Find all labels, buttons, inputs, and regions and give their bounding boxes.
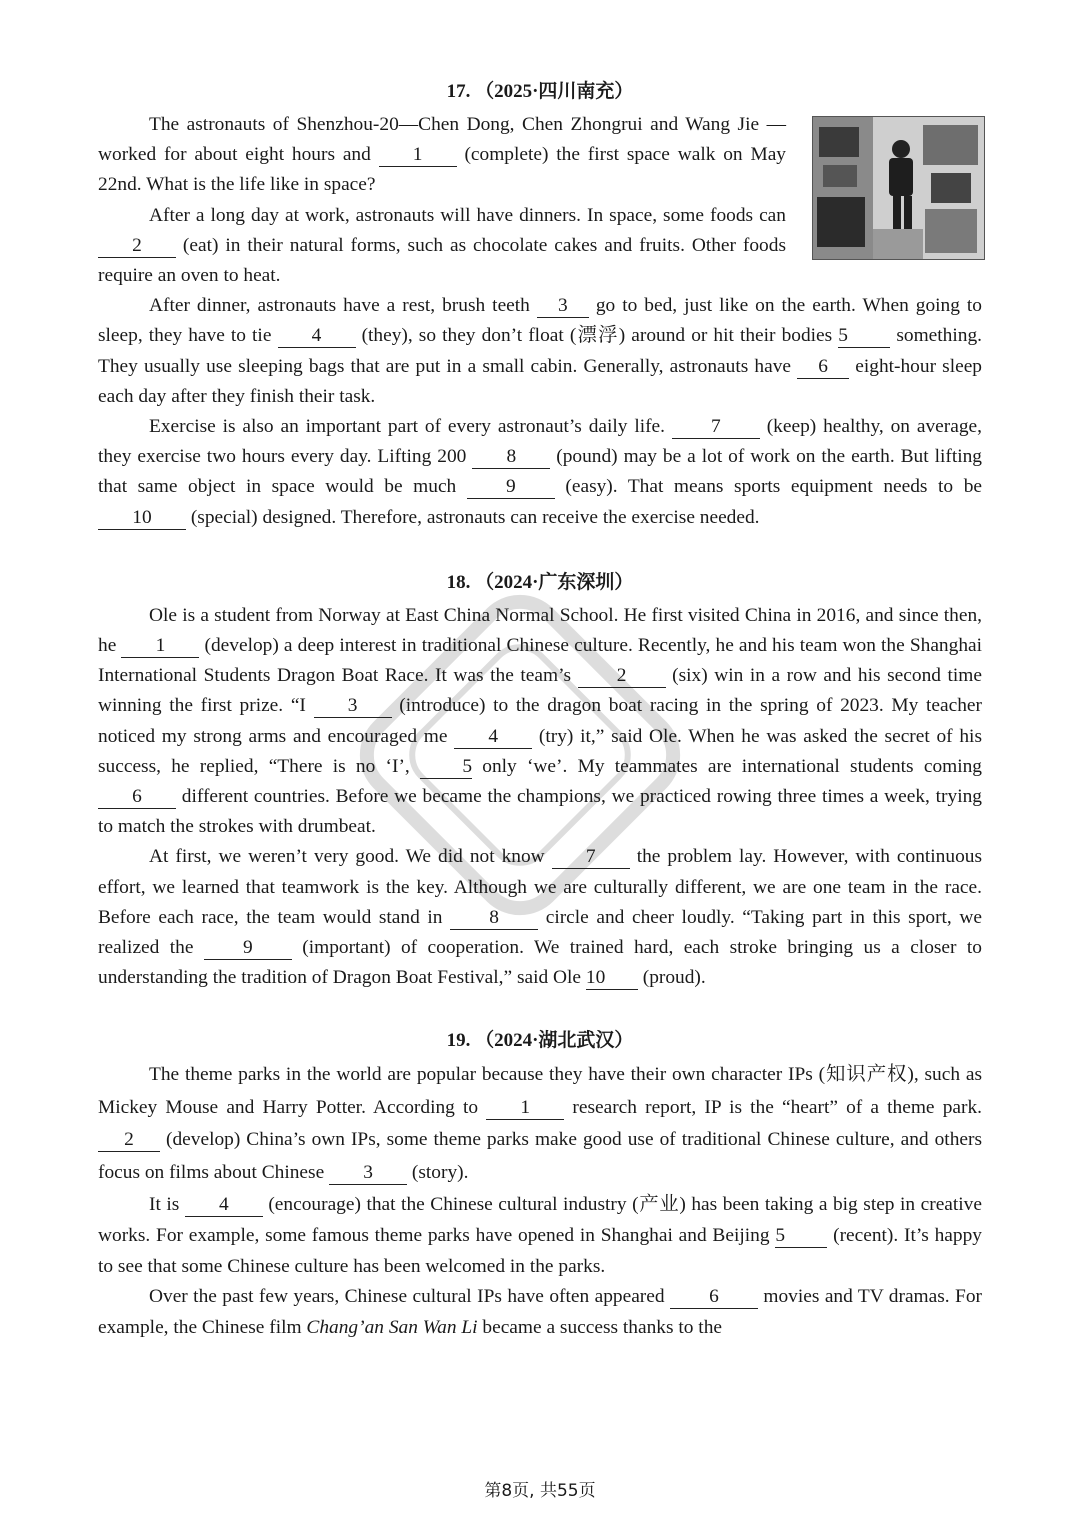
blank[interactable]: 1	[379, 144, 457, 167]
blank[interactable]: 5	[420, 756, 472, 779]
section-17	[98, 78, 982, 533]
paragraph: After dinner, astronauts have a rest, brush teeth 3 go to bed, just like on the earth. When going to sleep, they have to tie 4 (they), so they don’t float (漂浮) around or hit their bodies 5 something. They usually use sleeping bags that are put in a small cabin. Generally, astronauts have 6 eight-hour sleep each day after they finish their task.	[98, 295, 982, 407]
section-title: 19. （2024·湖北武汉）	[446, 1030, 634, 1052]
blank[interactable]: 6	[670, 1286, 758, 1309]
blank[interactable]: 6	[98, 786, 176, 809]
blank[interactable]: 6	[797, 356, 849, 379]
blank[interactable]: 3	[314, 695, 392, 718]
blank[interactable]: 2	[98, 1129, 160, 1152]
blank[interactable]: 10	[98, 507, 186, 530]
blank[interactable]: 1	[121, 635, 199, 658]
blank[interactable]: 2	[578, 665, 666, 688]
content-column	[98, 78, 982, 1343]
blank[interactable]: 4	[185, 1194, 263, 1217]
paragraph: Over the past few years, Chinese cultural IPs have often appeared 6 movies and TV dramas. For example, the Chinese film Chang’an San Wan Li became a success thanks to the	[98, 1286, 982, 1338]
paragraph: After a long day at work, astronauts will have dinners. In space, some foods can 2 (eat) in their natural forms, such as chocolate cakes and fruits. Other foods require an oven to heat.	[98, 204, 786, 287]
blank[interactable]: 5	[775, 1225, 827, 1248]
blank[interactable]: 1	[486, 1097, 564, 1120]
blank[interactable]: 5	[838, 325, 890, 348]
section-title: 18. （2024·广东深圳）	[446, 571, 634, 593]
paragraph: The theme parks in the world are popular because they have their own character IPs (知识产权), such as Mickey Mouse and Harry Potter. According to 1 research report, IP is the “heart” of a theme park. 2 (develop) China’s own IPs, some theme parks make good use of traditional Chinese culture, and others focus on films about Chinese 3 (story).	[98, 1064, 982, 1183]
paragraph: Exercise is also an important part of every astronaut’s daily life. 7 (keep) healthy, on average, they exercise two hours every day. Lifting 200 8 (pound) may be a lot of work on the earth. But lifting that same object in space would be much 9 (easy). That means sports equipment needs to be 10 (special) designed. Therefore, astronauts can receive the exercise needed.	[98, 416, 982, 528]
blank[interactable]: 4	[454, 726, 532, 749]
page-number: 第8页, 共55页	[484, 1481, 596, 1501]
blank[interactable]: 10	[586, 967, 638, 990]
blank[interactable]: 8	[450, 907, 538, 930]
blank[interactable]: 3	[329, 1162, 407, 1185]
blank[interactable]: 3	[537, 295, 589, 318]
blank[interactable]: 2	[98, 235, 176, 258]
blank[interactable]: 8	[472, 446, 550, 469]
section-title: 17. （2025·四川南充）	[446, 81, 634, 102]
paragraph: It is 4 (encourage) that the Chinese cultural industry (产业) has been taking a big step in creative works. For example, some famous theme parks have opened in Shanghai and Beijing 5 (recent). It’s happy to see that some Chinese culture has been welcomed in the parks.	[98, 1194, 982, 1278]
blank[interactable]: 9	[204, 937, 292, 960]
blank[interactable]: 7	[672, 416, 760, 439]
blank[interactable]: 9	[467, 476, 555, 499]
blank[interactable]: 7	[552, 846, 630, 869]
paragraph: At first, we weren’t very good. We did not know 7 the problem lay. However, with continuous effort, we learned that teamwork is the key. Although we are culturally different, we are one team in the race. Before each race, the team would stand in 8 circle and cheer loudly. “Taking part in this sport, we realized the 9 (important) of cooperation. We trained hard, each stroke bringing us a closer to understanding the tradition of Dragon Boat Festival,” said Ole 10 (proud).	[98, 846, 983, 989]
paragraph: Ole is a student from Norway at East China Normal School. He first visited China in 2016, and since then, he 1 (develop) a deep interest in traditional Chinese culture. Recently, he and his team won the Shanghai International Students Dragon Boat Race. It was the team’s 2 (six) win in a row and his second time winning the first prize. “I 3 (introduce) to the dragon boat racing in the spring of 2023. My teacher noticed my strong arms and encouraged me 4 (try) it,” said Ole. When he was asked the secret of his success, he replied, “There is no ‘I’, 5 only ‘we’. My teammates are international students coming 6 different countries. Before we became the champions, we practiced rowing three times a week, trying to match the strokes with drumbeat.	[98, 604, 983, 838]
section-19	[98, 1027, 982, 1342]
paragraph: The astronauts of Shenzhou-20—Chen Dong, Chen Zhongrui and Wang Jie — worked for about eight hours and 1 (complete) the first space walk on May 22nd. What is the life like in space?	[98, 114, 786, 196]
section-18	[98, 569, 982, 994]
blank[interactable]: 4	[278, 325, 356, 348]
